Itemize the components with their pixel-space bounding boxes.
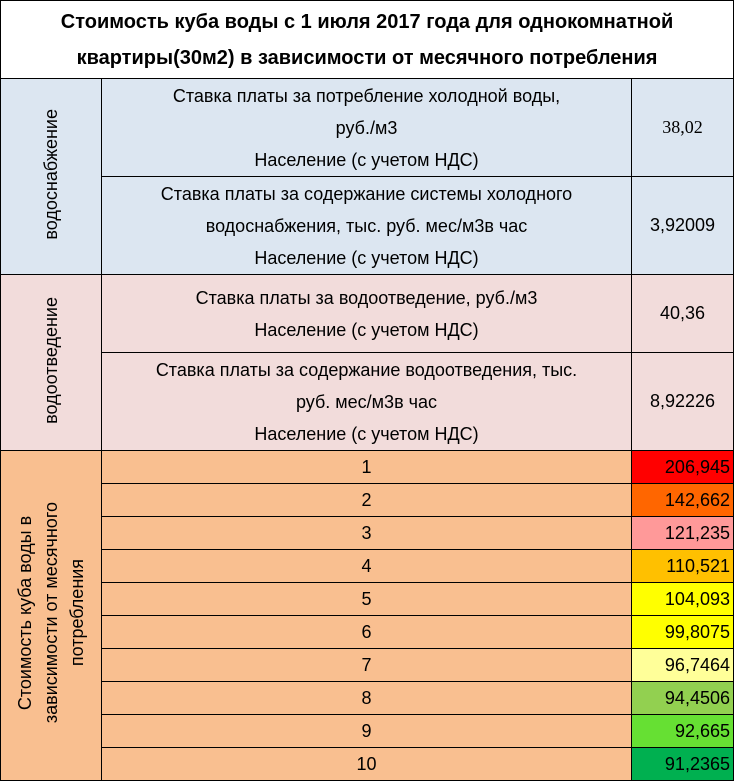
description-line: руб. мес/м3в час [295,391,438,412]
cold-water-system-rate-description[interactable] [102,177,632,275]
consumption-row [1,451,734,484]
table-title[interactable] [1,1,734,79]
consumption-row [1,715,734,748]
description-line: Население (с учетом НДС) [254,423,479,444]
description-line: Население (с учетом НДС) [254,149,479,170]
consumption-volume[interactable]: 6 [102,616,632,649]
consumption-volume[interactable]: 9 [102,715,632,748]
cost-value[interactable]: 91,2365 [632,748,734,781]
cold-water-rate-value[interactable]: 38,02 [632,79,734,177]
title-line-1: Стоимость куба воды с 1 июля 2017 года для однокомнатной [60,10,674,33]
consumption-volume[interactable]: 8 [102,682,632,715]
title-line-2: квартиры(30м2) в зависимости от месячного потребления [76,46,658,69]
drainage-row-2 [1,353,734,451]
consumption-row [1,748,734,781]
title-row [1,1,734,79]
cost-value[interactable]: 94,4506 [632,682,734,715]
description-line: руб./м3 [335,117,398,138]
cost-label-line: зависимости от месячного [41,502,61,724]
cost-label-cell[interactable] [1,451,102,781]
consumption-volume[interactable]: 4 [102,550,632,583]
cost-value[interactable]: 206,945 [632,451,734,484]
cost-label [12,502,90,723]
cost-label-line: Стоимость куба воды в [15,515,35,711]
cost-value[interactable]: 142,662 [632,484,734,517]
consumption-row [1,682,734,715]
description-line: Ставка платы за водоотведение, руб./м3 [195,287,538,308]
drainage-rate-value[interactable]: 40,36 [632,275,734,353]
drainage-label-cell[interactable] [1,275,102,451]
consumption-volume[interactable]: 3 [102,517,632,550]
cold-water-rate-description[interactable] [102,79,632,177]
consumption-row [1,616,734,649]
consumption-volume[interactable]: 1 [102,451,632,484]
description-line: Ставка платы за содержание водоотведения, тыс. [155,359,578,380]
cost-label-line: потребления [67,559,87,667]
consumption-row [1,550,734,583]
drainage-rate-description[interactable] [102,275,632,353]
description-line: Население (с учетом НДС) [254,319,479,340]
description-line: Население (с учетом НДС) [254,247,479,268]
cost-value[interactable]: 110,521 [632,550,734,583]
cold-water-system-rate-value[interactable]: 3,92009 [632,177,734,275]
consumption-row [1,517,734,550]
drainage-system-rate-value[interactable]: 8,92226 [632,353,734,451]
consumption-row [1,484,734,517]
cost-value[interactable]: 104,093 [632,583,734,616]
water-supply-row-1 [1,79,734,177]
drainage-row-1 [1,275,734,353]
description-line: Ставка платы за содержание системы холодного [160,183,573,204]
consumption-row [1,583,734,616]
water-supply-row-2 [1,177,734,275]
cost-value[interactable]: 99,8075 [632,616,734,649]
description-line: Ставка платы за потребление холодной воды, [172,85,561,106]
consumption-volume[interactable]: 2 [102,484,632,517]
drainage-label: водоотведение [41,296,61,424]
cost-value[interactable]: 92,665 [632,715,734,748]
consumption-volume[interactable]: 7 [102,649,632,682]
consumption-volume[interactable]: 5 [102,583,632,616]
drainage-system-rate-description[interactable] [102,353,632,451]
water-supply-label-cell[interactable] [1,79,102,275]
consumption-row [1,649,734,682]
cost-value[interactable]: 121,235 [632,517,734,550]
water-supply-label: водоснабжение [41,108,61,240]
description-line: водоснабжения, тыс. руб. мес/м3в час [205,215,528,236]
cost-value[interactable]: 96,7464 [632,649,734,682]
consumption-volume[interactable]: 10 [102,748,632,781]
